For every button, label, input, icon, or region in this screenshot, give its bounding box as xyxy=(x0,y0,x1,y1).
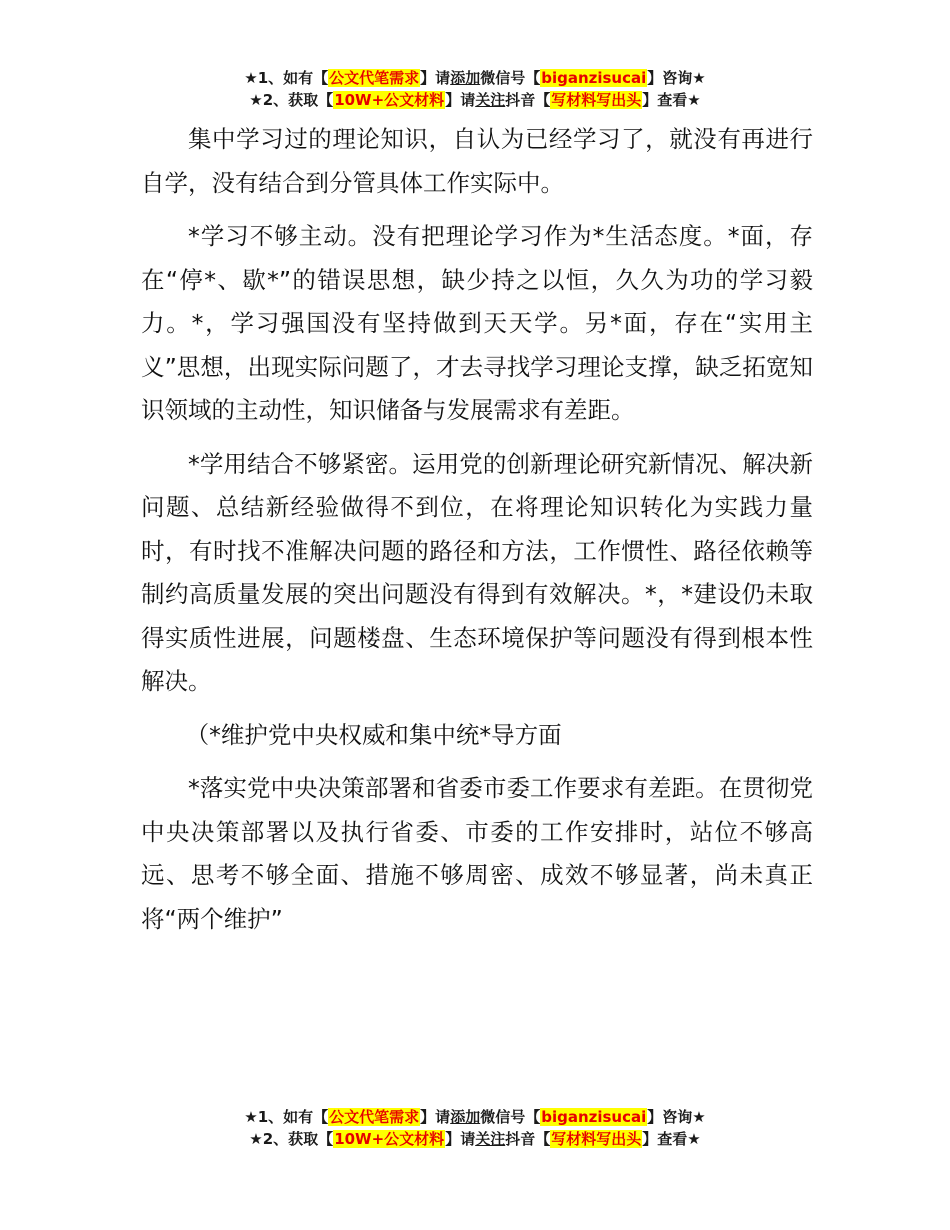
paragraph: 集中学习过的理论知识，自认为已经学习了，就没有再进行自学，没有结合到分管具体工作实际中。 xyxy=(141,125,813,197)
highlight-douyin: 写材料写出头 xyxy=(551,1130,642,1148)
highlight-wechat-id: biganzisucai xyxy=(541,69,647,87)
paragraph: *学习不够主动。没有把理论学习作为*生活态度。*面，存在“停*、歇*”的错误思想，缺少持之以恒，久久为功的学习毅力。*，学习强国没有坚持做到天天学。另*面，存在“实用主义”思想，出现实际问题了，才去寻找学习理论支撑，缺乏拓宽知识领域的主动性，知识储备与发展需求有差距。 xyxy=(141,222,813,424)
paragraph: *落实党中央决策部署和省委市委工作要求有差距。在贯彻党中央决策部署以及执行省委、市委的工作安排时，站位不够高远、思考不够全面、措施不够周密、成效不够显著，尚未真正将“两个维护” xyxy=(141,774,813,933)
footer-banner xyxy=(0,1106,950,1150)
highlight-service: 公文代笔需求 xyxy=(329,69,420,87)
paragraph: *学用结合不够紧密。运用党的创新理论研究新情况、解决新问题、总结新经验做得不到位，在将理论知识转化为实践力量时，有时找不准解决问题的路径和方法，工作惯性、路径依赖等制约高质量发展的突出问题没有得到有效解决。*，*建设仍未取得实质性进展，问题楼盘、生态环境保护等问题没有得到根本性解决。 xyxy=(141,449,813,695)
highlight-materials: 10W+公文材料 xyxy=(334,91,445,109)
footer-line-2: ★2、获取【10W+公文材料】请关注抖音【写材料写出头】查看★ xyxy=(249,1130,701,1148)
highlight-materials: 10W+公文材料 xyxy=(334,1130,445,1148)
footer-line-1: ★1、如有【公文代笔需求】请添加微信号【biganzisucai】咨询★ xyxy=(244,1108,706,1126)
header-banner xyxy=(0,67,950,111)
highlight-wechat-id: biganzisucai xyxy=(541,1108,647,1126)
document-body xyxy=(141,118,813,951)
header-line-2: ★2、获取【10W+公文材料】请关注抖音【写材料写出头】查看★ xyxy=(249,91,701,109)
highlight-douyin: 写材料写出头 xyxy=(551,91,642,109)
highlight-service: 公文代笔需求 xyxy=(329,1108,420,1126)
header-line-1: ★1、如有【公文代笔需求】请添加微信号【biganzisucai】咨询★ xyxy=(244,69,706,87)
section-heading: （*维护党中央权威和集中统*导方面 xyxy=(185,720,562,749)
